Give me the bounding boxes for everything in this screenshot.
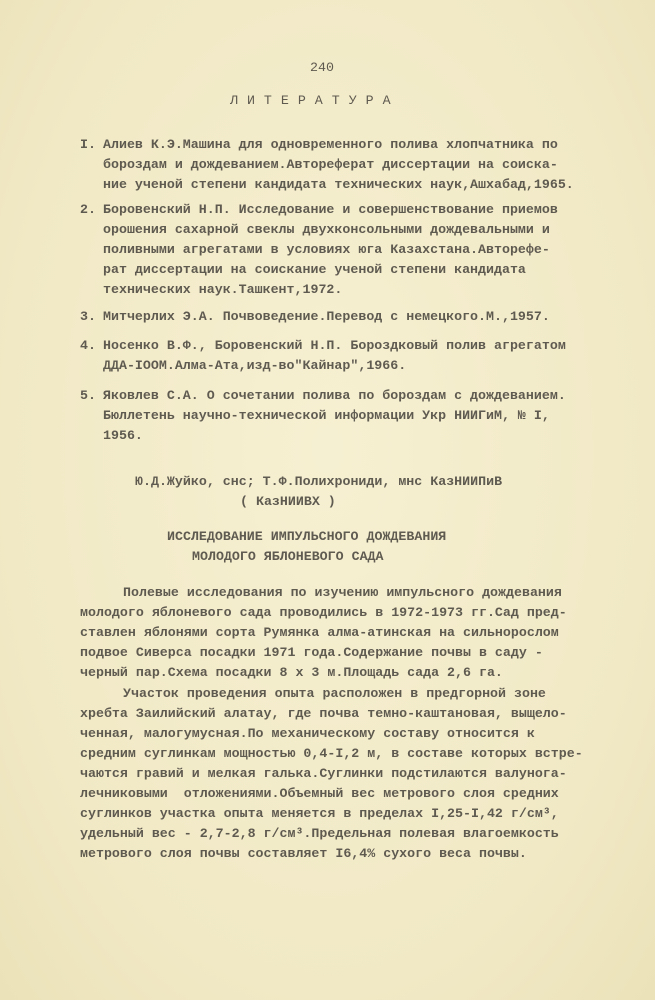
reference-number: 2. <box>80 202 96 217</box>
body-line: ченная, малогумусная.По механическому составу относится к <box>80 726 535 741</box>
reference-line: Яковлев С.А. О сочетании полива по бороздам с дождеванием. <box>103 388 566 403</box>
reference-line: Боровенский Н.П. Исследование и совершенствование приемов <box>103 202 558 217</box>
body-line: Участок проведения опыта расположен в предгорной зоне <box>123 686 546 701</box>
body-line: средним суглинкам мощностью 0,4-I,2 м, в составе которых встре- <box>80 746 583 761</box>
reference-line: технических наук.Ташкент,1972. <box>103 282 343 297</box>
reference-line: рат диссертации на соискание ученой степени кандидата <box>103 262 526 277</box>
section-heading: Л И Т Е Р А Т У Р А <box>230 93 392 108</box>
page-number: 240 <box>310 60 334 75</box>
body-line: метрового слоя почвы составляет I6,4% сухого веса почвы. <box>80 846 527 861</box>
article-title-line: МОЛОДОГО ЯБЛОНЕВОГО САДА <box>192 549 384 564</box>
body-line: черный пар.Схема посадки 8 х 3 м.Площадь сада 2,6 га. <box>80 665 503 680</box>
body-line: чаются гравий и мелкая галька.Суглинки подстилаются валунога- <box>80 766 567 781</box>
body-line: суглинков участка опыта меняется в пределах I,25-I,42 г/см³, <box>80 806 559 821</box>
body-line: Полевые исследования по изучению импульсного дождевания <box>123 585 562 600</box>
reference-number: 5. <box>80 388 96 403</box>
body-line: молодого яблоневого сада проводились в 1972-1973 гг.Сад пред- <box>80 605 567 620</box>
reference-number: 4. <box>80 338 96 353</box>
institution-line: ( КазНИИВХ ) <box>240 494 336 509</box>
body-line: ставлен яблонями сорта Румянка алма-атинская на сильнорослом <box>80 625 559 640</box>
body-line: лечниковыми отложениями.Объемный вес метрового слоя средних <box>80 786 559 801</box>
body-line: хребта Заилийский алатау, где почва темно-каштановая, выщело- <box>80 706 567 721</box>
reference-line: Носенко В.Ф., Боровенский Н.П. Бороздковый полив агрегатом <box>103 338 566 353</box>
reference-line: поливными агрегатами в условиях юга Казахстана.Авторефе- <box>103 242 550 257</box>
reference-number: I. <box>80 137 96 152</box>
reference-line: ДДА-IOOM.Алма-Ата,изд-во"Кайнар",1966. <box>103 358 407 373</box>
reference-line: орошения сахарной свеклы двухконсольными дождевальными и <box>103 222 550 237</box>
reference-line: Алиев К.Э.Машина для одновременного полива хлопчатника по <box>103 137 558 152</box>
article-title-line: ИССЛЕДОВАНИЕ ИМПУЛЬСНОГО ДОЖДЕВАНИЯ <box>167 529 447 544</box>
body-line: удельный вес - 2,7-2,8 г/см³.Предельная полевая влагоемкость <box>80 826 559 841</box>
reference-line: бороздам и дождеванием.Автореферат диссертации на соиска- <box>103 157 558 172</box>
reference-line: 1956. <box>103 428 143 443</box>
reference-number: 3. <box>80 309 96 324</box>
reference-line: Бюллетень научно-технической информации Укр НИИГиМ, № I, <box>103 408 550 423</box>
reference-line: ние ученой степени кандидата технических наук,Ашхабад,1965. <box>103 177 574 192</box>
authors-line: Ю.Д.Жуйко, снс; Т.Ф.Полихрониди, мнс КазНИИПиВ <box>135 474 503 489</box>
body-line: подвое Сиверса посадки 1971 года.Содержание почвы в саду - <box>80 645 543 660</box>
reference-line: Митчерлих Э.А. Почвоведение.Перевод с немецкого.М.,1957. <box>103 309 550 324</box>
